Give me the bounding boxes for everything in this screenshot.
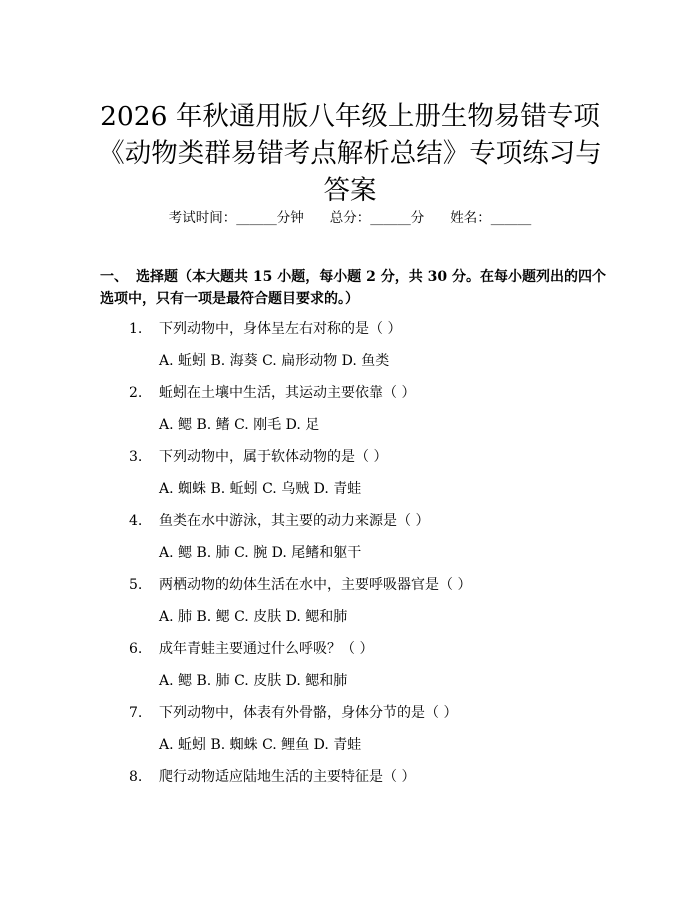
title-line-3: 答案: [323, 174, 377, 206]
question-5-options: A. 肺 B. 鳃 C. 皮肤 D. 鳃和肺: [159, 609, 348, 625]
question-text: 鱼类在水中游泳，其主要的动力来源是（ ）: [159, 513, 430, 529]
question-3: [129, 446, 387, 466]
question-6: [129, 638, 373, 658]
question-6-options: A. 鳃 B. 肺 C. 皮肤 D. 鳃和肺: [159, 673, 348, 689]
question-text: 下列动物中，身体呈左右对称的是（ ）: [159, 321, 402, 337]
question-7-options: A. 蚯蚓 B. 蜘蛛 C. 鲤鱼 D. 青蛙: [159, 737, 362, 753]
question-text: 爬行动物适应陆地生活的主要特征是（ ）: [159, 769, 416, 785]
question-5: [129, 574, 471, 594]
question-number: 2.: [129, 385, 143, 401]
exam-time-label: 考试时间：______分钟: [168, 210, 304, 226]
student-name-label: 姓名：______: [450, 210, 532, 226]
question-number: 3.: [129, 449, 143, 465]
question-7: [129, 702, 457, 722]
question-number: 6.: [129, 641, 143, 657]
question-4-options: A. 鳃 B. 肺 C. 腕 D. 尾鳍和躯干: [159, 545, 362, 561]
question-text: 下列动物中，体表有外骨骼，身体分节的是（ ）: [159, 705, 458, 721]
question-number: 4.: [129, 513, 143, 529]
total-score-label: 总分：______分: [329, 210, 425, 226]
question-text: 下列动物中，属于软体动物的是（ ）: [159, 449, 388, 465]
question-text: 蚯蚓在土壤中生活，其运动主要依靠（ ）: [159, 385, 416, 401]
section-text: 选择题（本大题共 15 小题，每小题 2 分，共 30 分。在每小题列出的四个选项中，只有一项是最符合题目要求的。）: [100, 269, 606, 307]
document-title: [60, 98, 640, 209]
question-2: [129, 382, 415, 402]
question-number: 1.: [129, 321, 143, 337]
question-1-options: A. 蚯蚓 B. 海葵 C. 扁形动物 D. 鱼类: [159, 353, 390, 369]
question-text: 两栖动物的幼体生活在水中，主要呼吸器官是（ ）: [159, 577, 472, 593]
title-line-2: 《动物类群易错考点解析总结》专项练习与: [98, 137, 602, 169]
title-line-1: 2026 年秋通用版八年级上册生物易错专项: [100, 100, 600, 132]
question-number: 8.: [129, 769, 143, 785]
question-4: [129, 510, 429, 530]
section-number: 一、: [100, 269, 128, 285]
question-8: [129, 766, 415, 786]
question-number: 5.: [129, 577, 143, 593]
question-number: 7.: [129, 705, 143, 721]
question-text: 成年青蛙主要通过什么呼吸？（ ）: [159, 641, 374, 657]
section-heading: [100, 266, 612, 310]
question-1: [129, 318, 401, 338]
question-2-options: A. 鳃 B. 鳍 C. 刚毛 D. 足: [159, 417, 320, 433]
exam-meta: [0, 206, 700, 226]
question-3-options: A. 蜘蛛 B. 蚯蚓 C. 乌贼 D. 青蛙: [159, 481, 362, 497]
